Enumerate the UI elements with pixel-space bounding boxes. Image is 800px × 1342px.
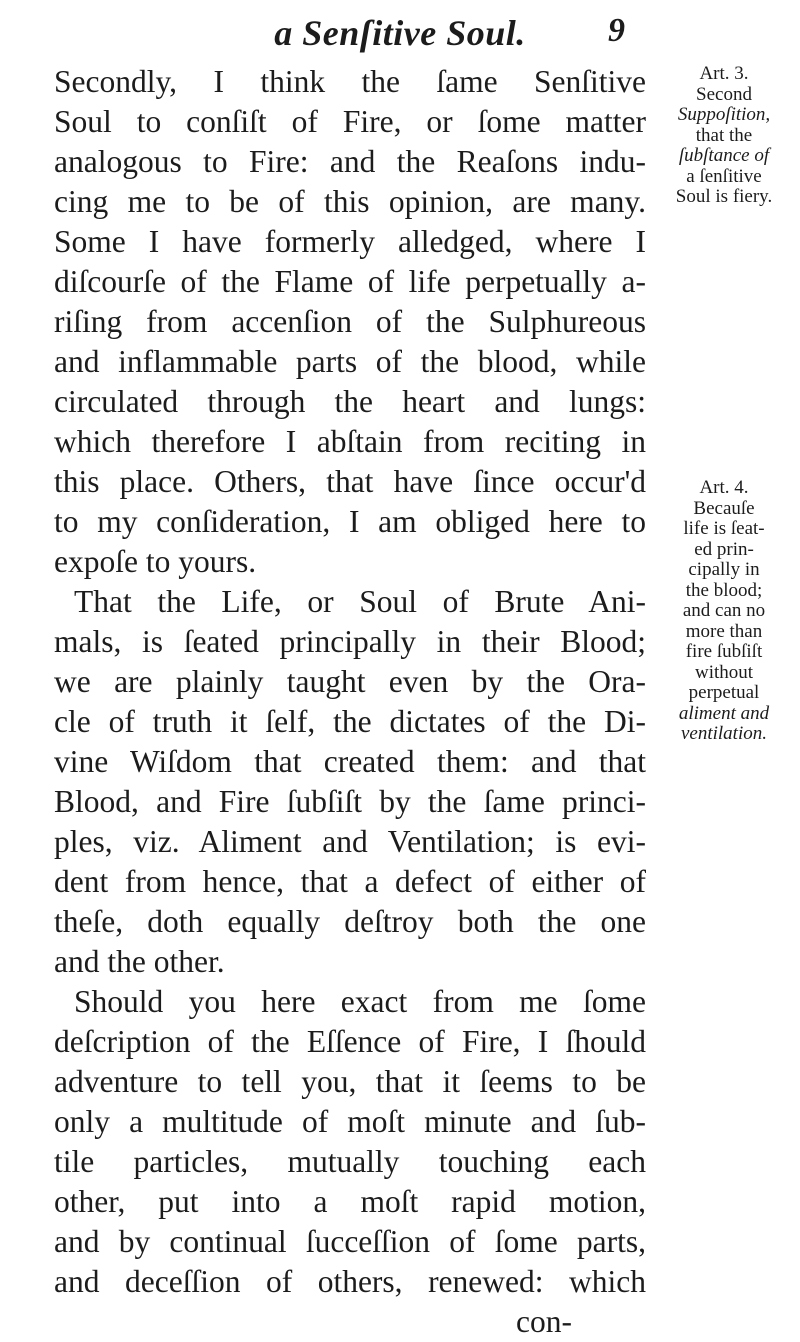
text-line: riſing from accenſion of the Sulphureous: [54, 304, 646, 339]
text-line: deſcription of the Eſſence of Fire, I ſhould: [54, 1024, 646, 1059]
text-line: adventure to tell you, that it ſeems to be: [54, 1064, 646, 1099]
margin-note-line: that the: [695, 124, 753, 146]
margin-note-line: Suppoſition,: [677, 104, 771, 125]
text-line: and inflammable parts of the blood, while: [54, 344, 646, 379]
text-line: only a multitude of moſt minute and ſub-: [54, 1104, 646, 1139]
text-line: and the other.: [54, 944, 225, 979]
text-line: vine Wiſdom that created them: and that: [54, 744, 646, 779]
text-line: theſe, doth equally deſtroy both the one: [54, 904, 646, 939]
text-line: analogous to Fire: and the Reaſons indu-: [54, 144, 646, 179]
margin-note-line: perpetual: [688, 682, 760, 703]
text-line: to my conſideration, I am obliged here to: [54, 504, 646, 539]
text-line: ples, viz. Aliment and Ventilation; is evi-: [54, 824, 646, 859]
text-line: Some I have formerly alledged, where I: [54, 224, 646, 259]
margin-note-line: ſubſtance of: [678, 145, 770, 166]
text-line: cing me to be of this opinion, are many.: [54, 184, 646, 219]
text-line: Secondly, I think the ſame Senſitive: [54, 64, 646, 99]
margin-note-art-3: [654, 64, 794, 208]
margin-note-line: the blood;: [685, 579, 763, 601]
margin-note-line: more than: [685, 620, 763, 642]
text-line: this place. Others, that have ſince occur'd: [54, 464, 646, 499]
page-number: 9: [608, 12, 626, 49]
margin-note-line: Second: [696, 83, 752, 105]
margin-note-line: life is ſeat-: [683, 518, 765, 539]
margin-note-line: Becauſe: [693, 497, 755, 519]
text-line: other, put into a moſt rapid motion,: [54, 1184, 646, 1219]
text-line: expoſe to yours.: [54, 544, 257, 579]
text-line: cle of truth it ſelf, the dictates of the Di-: [54, 704, 646, 739]
margin-note-line: ed prin-: [694, 538, 754, 560]
margin-note-line: aliment and: [678, 702, 770, 724]
text-line: and by continual ſucceſſion of ſome parts,: [54, 1224, 646, 1259]
running-header: [0, 4, 800, 54]
margin-note-line: a ſenſitive: [686, 165, 762, 187]
margin-note-line: ventilation.: [680, 723, 767, 744]
text-line: mals, is ſeated principally in their Blood;: [54, 624, 646, 659]
margin-note-line: Art. 4.: [699, 477, 749, 498]
text-line: and deceſſion of others, renewed: which: [54, 1264, 646, 1299]
text-line: we are plainly taught even by the Ora-: [54, 664, 646, 699]
text-line: tile particles, mutually touching each: [54, 1144, 646, 1179]
margin-note-line: and can no: [682, 600, 766, 621]
margin-note-line: Art. 3.: [699, 63, 749, 84]
text-line: diſcourſe of the Flame of life perpetually a-: [54, 264, 646, 299]
text-line: circulated through the heart and lungs:: [54, 384, 646, 419]
text-line: Should you here exact from me ſome: [74, 984, 646, 1019]
body-text: [54, 62, 646, 1342]
text-line: Soul to conſiſt of Fire, or ſome matter: [54, 104, 646, 139]
margin-note-line: Soul is fiery.: [675, 186, 773, 207]
margin-note-line: cipally in: [688, 559, 760, 580]
text-line: That the Life, or Soul of Brute Ani-: [74, 584, 646, 619]
text-line: Blood, and Fire ſubſiſt by the ſame princi-: [54, 784, 646, 819]
text-line: con-: [516, 1304, 572, 1339]
margin-note-line: without: [694, 661, 754, 683]
margin-note-art-4: [654, 478, 794, 745]
running-title: a Senſitive Soul.: [274, 13, 526, 53]
margin-note-line: fire ſubſiſt: [685, 641, 763, 662]
text-line: dent from hence, that a defect of either of: [54, 864, 646, 899]
text-line: which therefore I abſtain from reciting in: [54, 424, 646, 459]
